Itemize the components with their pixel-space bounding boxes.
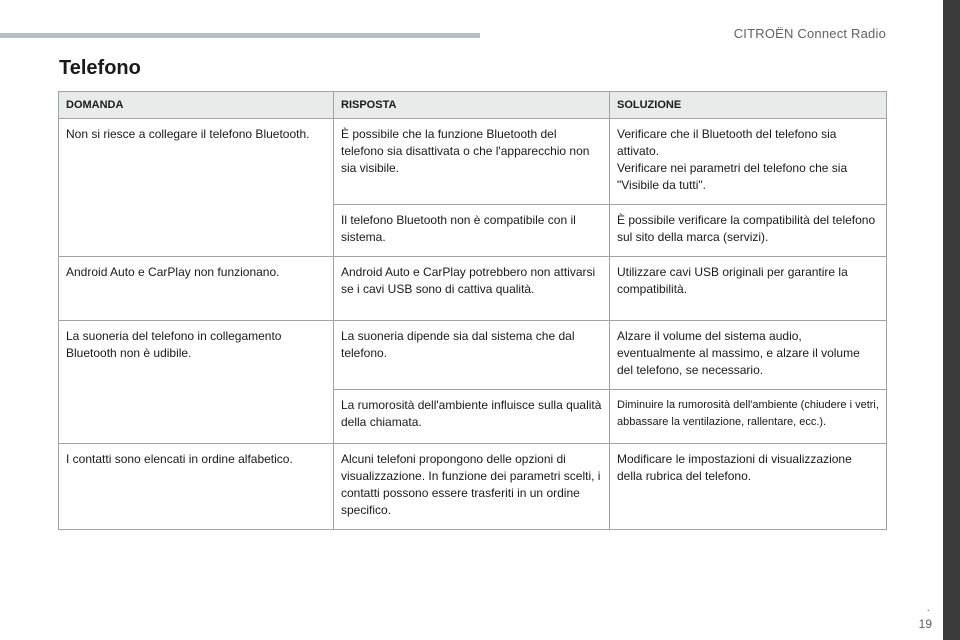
answer-cell: Android Auto e CarPlay potrebbero non attivarsi se i cavi USB sono di cattiva qualità. — [334, 257, 610, 321]
question-cell: Android Auto e CarPlay non funzionano. — [59, 257, 334, 321]
page-dot: . — [926, 600, 930, 614]
column-header-domanda: DOMANDA — [59, 92, 334, 119]
solution-cell: Modificare le impostazioni di visualizzazione della rubrica del telefono. — [610, 444, 887, 530]
troubleshooting-table — [58, 91, 887, 530]
page-title: Telefono — [59, 57, 141, 79]
table-row — [59, 257, 887, 321]
answer-cell: Alcuni telefoni propongono delle opzioni di visualizzazione. In funzione dei parametri scelti, i contatti possono essere trasferiti in un ordine specifico. — [334, 444, 610, 530]
header-rule — [0, 33, 480, 38]
table-header-row — [59, 92, 887, 119]
question-cell: La suoneria del telefono in collegamento Bluetooth non è udibile. — [59, 321, 334, 444]
table-row — [59, 321, 887, 390]
solution-line: Verificare che il Bluetooth del telefono sia attivato. — [617, 127, 837, 158]
solution-cell: Alzare il volume del sistema audio, eventualmente al massimo, e alzare il volume del telefono, se necessario. — [610, 321, 887, 390]
column-header-risposta: RISPOSTA — [334, 92, 610, 119]
question-cell: I contatti sono elencati in ordine alfabetico. — [59, 444, 334, 530]
answer-cell: La suoneria dipende sia dal sistema che dal telefono. — [334, 321, 610, 390]
answer-cell: La rumorosità dell'ambiente influisce sulla qualità della chiamata. — [334, 390, 610, 444]
brand-label: CITROËN Connect Radio — [733, 26, 886, 41]
solution-cell: Utilizzare cavi USB originali per garantire la compatibilità. — [610, 257, 887, 321]
solution-cell — [610, 119, 887, 205]
solution-cell: Diminuire la rumorosità dell'ambiente (chiudere i vetri, abbassare la ventilazione, rallentare, ecc.). — [610, 390, 887, 444]
side-tab — [943, 0, 960, 640]
column-header-soluzione: SOLUZIONE — [610, 92, 887, 119]
table-row — [59, 444, 887, 530]
solution-line: Verificare nei parametri del telefono che sia "Visibile da tutti". — [617, 161, 848, 192]
answer-cell: È possibile che la funzione Bluetooth del telefono sia disattivata o che l'apparecchio non sia visibile. — [334, 119, 610, 205]
question-cell: Non si riesce a collegare il telefono Bluetooth. — [59, 119, 334, 257]
table-row — [59, 119, 887, 205]
solution-cell: È possibile verificare la compatibilità del telefono sul sito della marca (servizi). — [610, 205, 887, 257]
page-number: 19 — [918, 617, 932, 631]
answer-cell: Il telefono Bluetooth non è compatibile con il sistema. — [334, 205, 610, 257]
